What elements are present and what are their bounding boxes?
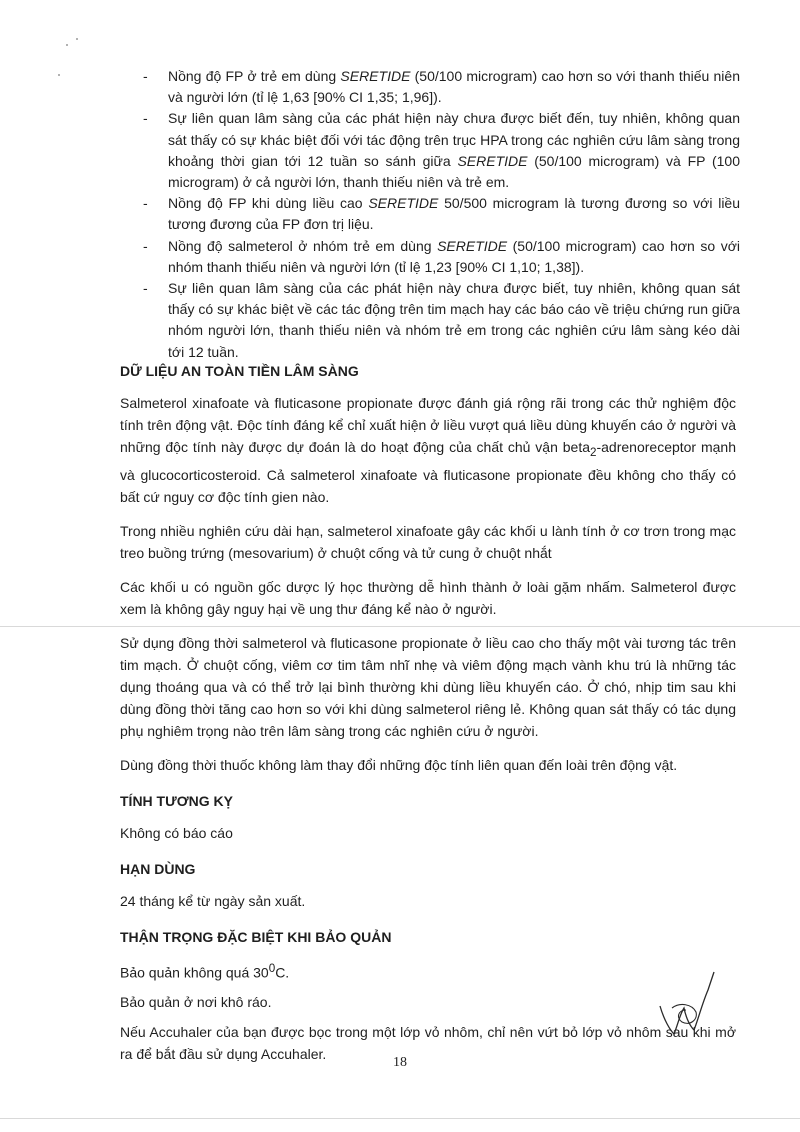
pharmacokinetics-bullet-list [140, 66, 740, 363]
bullet-text: (50/100 microgram) cao hơn so với thanh thiếu niên và người lớn (tỉ lệ 1,63 [90% CI 1,35; 1,96]). [168, 68, 740, 106]
scan-speck [58, 74, 60, 76]
storage-line-dry: Bảo quản ở nơi khô ráo. [120, 994, 272, 1011]
page-number: 18 [393, 1055, 407, 1070]
drug-name-italic: SERETIDE [340, 68, 411, 84]
preclinical-paragraph-4: Sử dụng đồng thời salmeterol và fluticasone propionate ở liều cao cho thấy một vài tương tác trên tim mạch. Ở chuột cống, viêm cơ tim tâm nhĩ nhẹ và viêm động mạch vành khu trú là những tác dụng thoáng qua và có thể trở lại bình thường khi dùng liều khuyến cáo. Ở chó, nhịp tim sau khi dùng đồng thời tăng cao hơn so với khi dùng salmeterol riêng lẻ. Không quan sát thấy có tác dụng phụ nghiêm trọng nào trên lâm sàng trong các nghiên cứu ở người. [120, 634, 736, 739]
storage-line-temperature: Bảo quản không quá $30^0C$. [120, 961, 290, 981]
section-heading-shelf-life: HẠN DÙNG [120, 860, 196, 877]
preclinical-paragraph-3: Các khối u có nguồn gốc dược lý học thường dễ hình thành ở loài gặm nhấm. Salmeterol được xem là không gây nguy hại về ung thư đáng kể nào ở người. [120, 578, 736, 617]
storage-line-accuhaler: Nếu Accuhaler của bạn được bọc trong một lớp vỏ nhôm, chỉ nên vứt bỏ lớp vỏ nhôm sau khi mở ra để bắt đầu sử dụng Accuhaler. [120, 1024, 736, 1063]
handwritten-signature [650, 968, 720, 1040]
bullet-item [140, 236, 740, 278]
scan-speck [76, 38, 78, 40]
section-heading-incompatibility: TÍNH TƯƠNG KỴ [120, 792, 233, 809]
drug-name-italic: SERETIDE [368, 195, 439, 212]
bullet-item [140, 193, 740, 235]
bullet-marker: - [143, 68, 148, 84]
bullet-text: Nồng độ FP khi dùng liều cao [168, 195, 369, 212]
bullet-text: (50/100 microgram) cao hơn so với nhóm thanh thiếu niên và người lớn (tỉ lệ 1,23 [90% CI 1,10; 1,38]). [168, 237, 740, 275]
bullet-text: Nồng độ salmeterol ở nhóm trẻ em dùng [168, 237, 438, 254]
section-heading-preclinical: DỮ LIỆU AN TOÀN TIỀN LÂM SÀNG [120, 363, 359, 379]
bullet-item [140, 66, 740, 108]
bullet-text: Sự liên quan lâm sàng của các phát hiện này chưa được biết, tuy nhiên, không quan sát thấy có sự khác biệt về các tác động trên tim mạch hay các báo cáo về triệu chứng run giữa nhóm người lớn, thanh thiếu niên và nhóm trẻ em trong các nghiên cứu lâm sàng kéo dài tới 12 tuần. [168, 280, 740, 360]
scan-artifact-line [0, 1118, 800, 1119]
preclinical-paragraph-1: Salmeterol xinafoate và fluticasone propionate được đánh giá rộng rãi trong các thử nghiệm độc tính trên động vật. Độc tính đáng kể chỉ xuất hiện ở liều vượt quá liều dùng khuyến cáo ở người và những độc tính này được dự đoán là do hoạt động của chất chủ vận beta$_2$-adrenoreceptor mạnh và glucocorticosteroid. Cả salmeterol xinafoate và fluticasone propionate đều không cho thấy có bất cứ nguy cơ độc tính gien nào. [120, 395, 736, 505]
preclinical-paragraph-2: Trong nhiều nghiên cứu dài hạn, salmeterol xinafoate gây các khối u lành tính ở cơ trơn trong mạc treo buồng trứng (mesovarium) ở chuột cống và tử cung ở chuột nhắt [120, 522, 736, 561]
section-heading-storage: THẬN TRỌNG ĐẶC BIỆT KHI BẢO QUẢN [120, 928, 392, 945]
scan-artifact-line [0, 626, 800, 627]
bullet-text: Sự liên quan lâm sàng của các phát hiện này chưa được biết đến, tuy nhiên, không quan sát thấy có sự khác biệt đối với tác động trên trục HPA trong các nghiên cứu lâm sàng trong khoảng thời gian tới 12 tuần so sánh giữa [168, 110, 740, 169]
drug-name-italic: SERETIDE [437, 237, 508, 254]
bullet-marker: - [143, 195, 148, 212]
bullet-marker: - [143, 280, 148, 297]
bullet-text: (50/100 microgram) và FP (100 microgram) ở cả người lớn, thanh thiếu niên và trẻ em. [168, 152, 740, 191]
bullet-marker: - [143, 237, 148, 254]
bullet-item [140, 278, 740, 363]
incompatibility-text: Không có báo cáo [120, 824, 233, 841]
shelf-life-text: 24 tháng kể từ ngày sản xuất. [120, 892, 306, 909]
bullet-item [140, 108, 740, 193]
bullet-marker: - [143, 110, 148, 127]
main-content [120, 362, 736, 1077]
preclinical-paragraph-5: Dùng đồng thời thuốc không làm thay đổi những độc tính liên quan đến loài trên động vật. [120, 756, 678, 773]
drug-name-italic: SERETIDE [457, 152, 528, 169]
bullet-text: 50/500 microgram là tương đương so với liều tương đương của FP đơn trị liệu. [168, 195, 740, 233]
bullet-text: Nồng độ FP ở trẻ em dùng [168, 68, 341, 84]
scan-speck [66, 44, 68, 46]
